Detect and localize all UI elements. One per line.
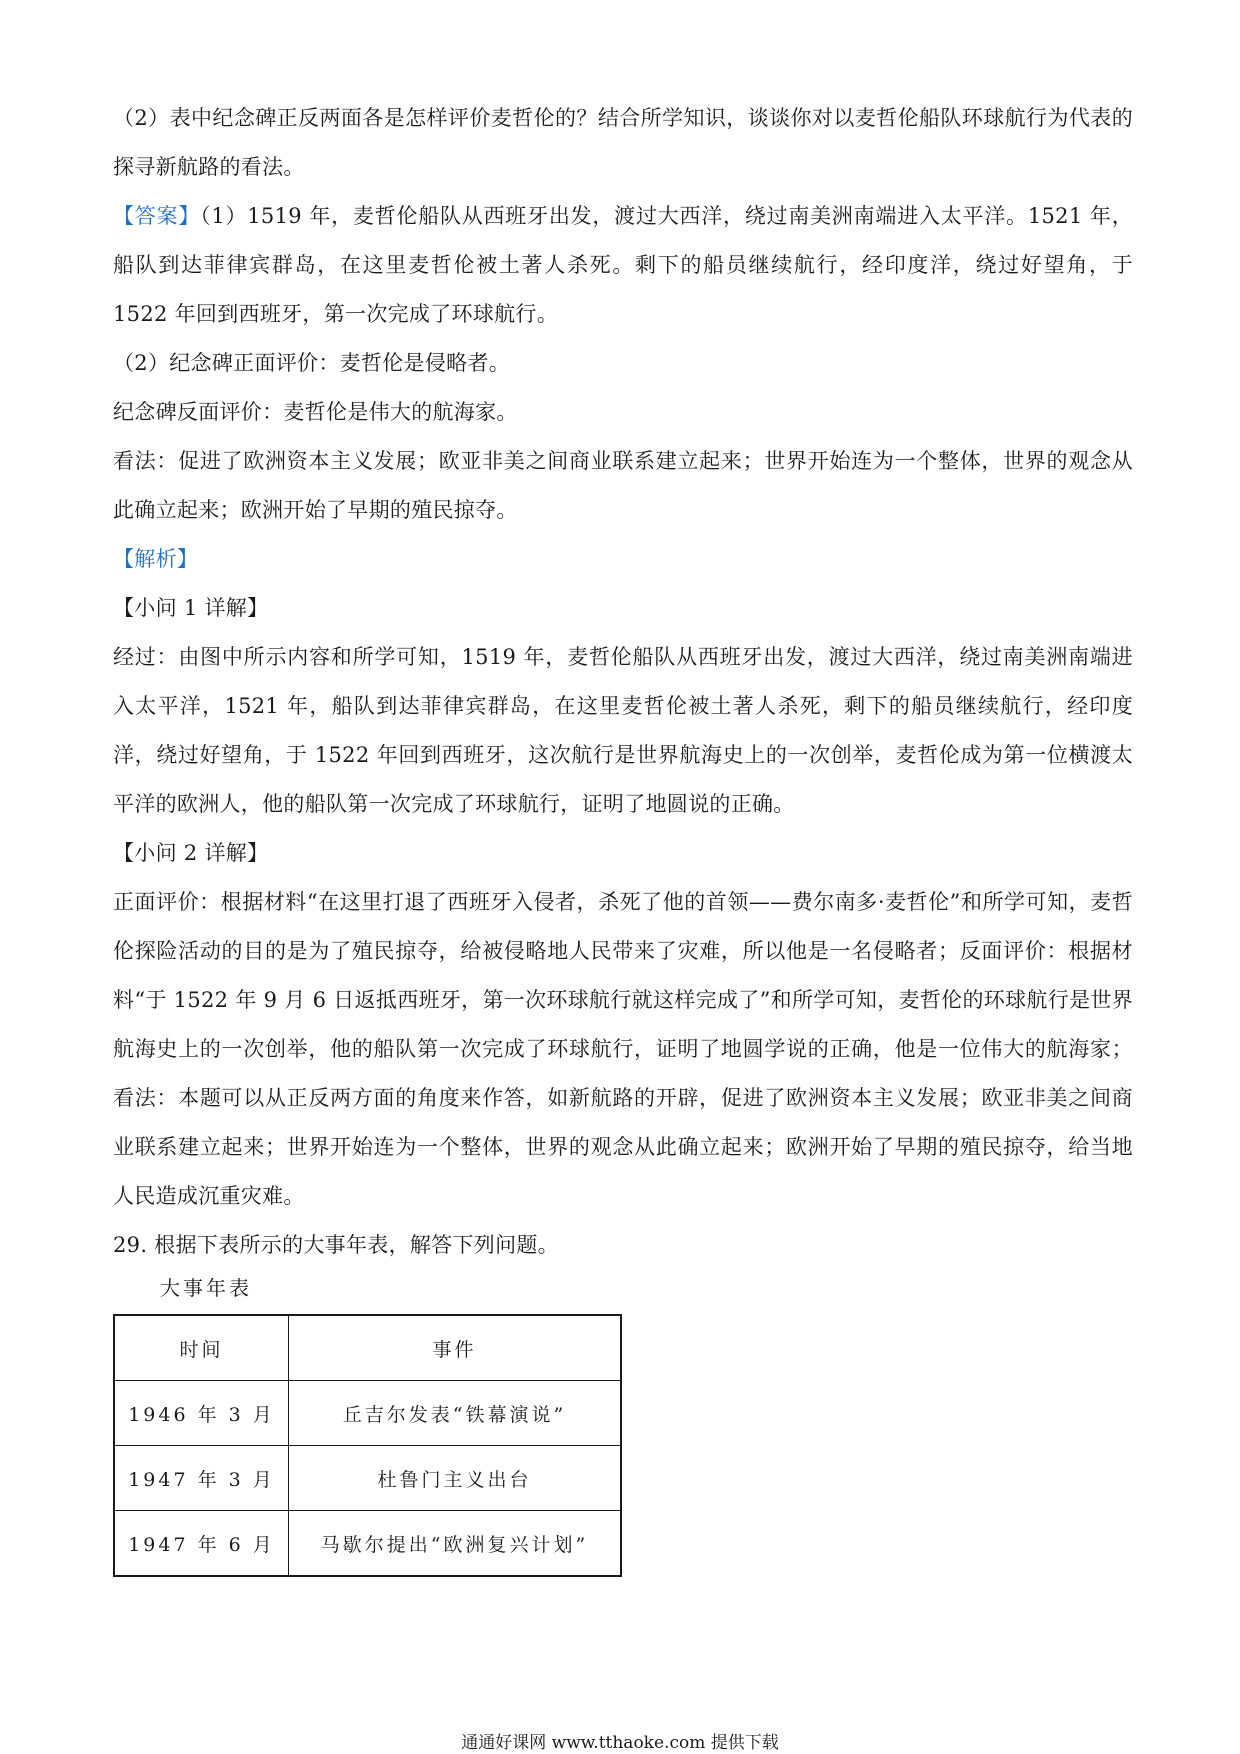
answer-part-1-text: （1）1519 年，麦哲伦船队从西班牙出发，渡过大西洋，绕过南美洲南端进入太平洋。1521 年，船队到达菲律宾群岛，在这里麦哲伦被土著人杀死。剩下的船员继续航行，经印度洋，绕过好望角，于 1522 年回到西班牙，第一次完成了环球航行。 (113, 204, 1133, 326)
row-time: 1947 年 3 月 (114, 1446, 289, 1511)
question-28-part-2: （2）表中纪念碑正反两面各是怎样评价麦哲伦的？结合所学知识，谈谈你对以麦哲伦船队环球航行为代表的探寻新航路的看法。 (113, 106, 1133, 179)
answer-part-2-front: （2）纪念碑正面评价：麦哲伦是侵略者。 (113, 351, 511, 375)
sub-question-1-title: 【小问 1 详解】 (113, 596, 269, 620)
question-29: 29. 根据下表所示的大事年表，解答下列问题。 (113, 1233, 559, 1257)
sub-question-2-explanation: 正面评价：根据材料“在这里打退了西班牙入侵者，杀死了他的首领——费尔南多·麦哲伦”和所学可知，麦哲伦探险活动的目的是为了殖民掠夺，给被侵略地人民带来了灾难，所以他是一名侵略者；反面评价：根据材料“于 1522 年 9 月 6 日返抵西班牙，第一次环球航行就这样完成了”和所学可知，麦哲伦的环球航行是世界航海史上的一次创举，他的船队第一次完成了环球航行，证明了地圆学说的正确，他是一位伟大的航海家；看法：本题可以从正反两方面的角度来作答，如新航路的开辟，促进了欧洲资本主义发展；欧亚非美之间商业联系建立起来；世界开始连为一个整体，世界的观念从此确立起来；欧洲开始了早期的殖民掠夺，给当地人民造成沉重灾难。 (113, 890, 1133, 1208)
answer-part-2-back: 纪念碑反面评价：麦哲伦是伟大的航海家。 (113, 400, 518, 424)
answer-view: 看法：促进了欧洲资本主义发展；欧亚非美之间商业联系建立起来；世界开始连为一个整体，世界的观念从此确立起来；欧洲开始了早期的殖民掠夺。 (113, 449, 1133, 522)
page-footer: 通通好课网 www.tthaoke.com 提供下载 (461, 1733, 779, 1753)
analysis-tag: 【解析】 (113, 547, 199, 571)
table-caption: 大事年表 (160, 1276, 252, 1300)
sub-question-1-explanation: 经过：由图中所示内容和所学可知，1519 年，麦哲伦船队从西班牙出发，渡过大西洋，绕过南美洲南端进入太平洋，1521 年，船队到达菲律宾群岛，在这里麦哲伦被土著人杀死，剩下的船员继续航行，经印度洋，绕过好望角，于 1522 年回到西班牙，这次航行是世界航海史上的一次创举，麦哲伦成为第一位横渡太平洋的欧洲人，他的船队第一次完成了环球航行，证明了地圆说的正确。 (113, 645, 1133, 816)
table-row (114, 1446, 621, 1511)
events-table (113, 1314, 622, 1577)
table-row (114, 1381, 621, 1446)
table-row (114, 1511, 621, 1577)
answer-tag: 【答案】 (113, 204, 201, 228)
row-time: 1947 年 6 月 (114, 1511, 289, 1577)
answer-part-1 (113, 192, 1133, 339)
row-event: 马歇尔提出“欧洲复兴计划” (289, 1511, 622, 1577)
header-time: 时间 (114, 1315, 289, 1381)
table-header-row (114, 1315, 621, 1381)
header-event: 事件 (289, 1315, 622, 1381)
row-time: 1946 年 3 月 (114, 1381, 289, 1446)
sub-question-2-title: 【小问 2 详解】 (113, 841, 269, 865)
row-event: 丘吉尔发表“铁幕演说” (289, 1381, 622, 1446)
row-event: 杜鲁门主义出台 (289, 1446, 622, 1511)
